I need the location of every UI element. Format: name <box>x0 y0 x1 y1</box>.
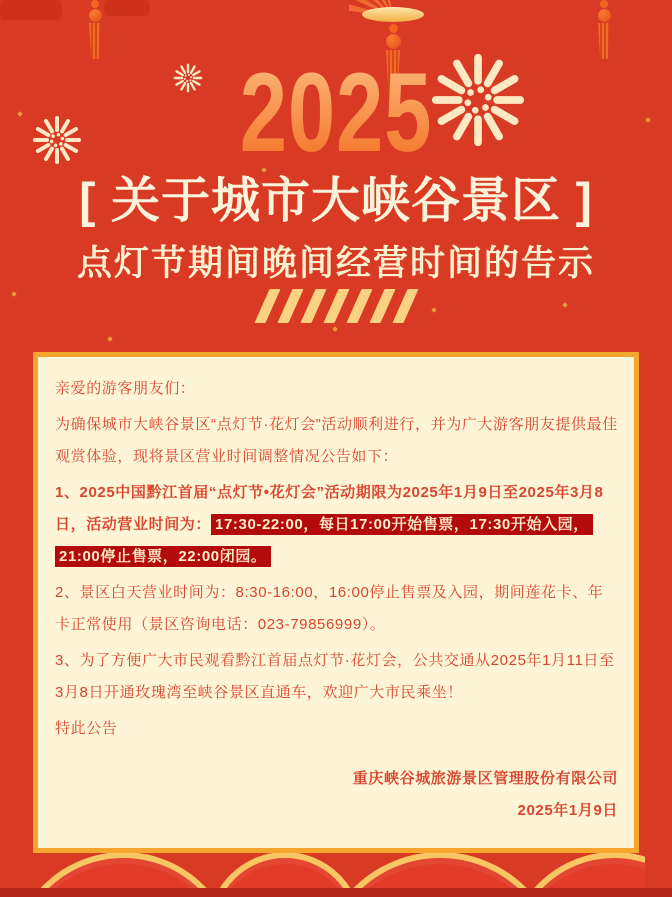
item-3: 3、为了方便广大市民观看黔江首届点灯节·花灯会，公共交通从2025年1月11日至3月8日开通玫瑰湾至峡谷景区直通车，欢迎广大市民乘坐！ <box>55 652 615 701</box>
corner-ornament <box>104 0 150 16</box>
slash-bar <box>392 289 418 323</box>
confetti-speck <box>107 336 113 342</box>
confetti-speck <box>17 111 23 117</box>
item-1 <box>55 477 618 573</box>
tassel-icon <box>87 0 103 59</box>
signature-block <box>55 763 618 827</box>
slash-bar <box>369 289 395 323</box>
tassel-icon <box>596 0 612 59</box>
poster-subtitle: 点灯节期间晚间经营时间的告示 <box>76 244 595 283</box>
poster-title: [ 关于城市大峡谷景区 ] <box>79 174 593 228</box>
slash-bar <box>254 289 280 323</box>
notice-card <box>33 352 639 853</box>
slash-bar <box>277 289 303 323</box>
signature-date: 2025年1月9日 <box>517 802 618 819</box>
item-2: 2、景区白天营业时间为：8:30-16:00，16:00停止售票及入园，期间莲花卡、年卡正常使用（景区咨询电话：023-79856999）。 <box>55 584 604 633</box>
firework-icon <box>32 115 82 165</box>
item-1-text: 1、2025中国黔江首届“点灯节•花灯会”活动期限为2025年1月9日至2025年3月8日，活动营业时间为： <box>55 484 604 533</box>
salutation: 亲爱的游客朋友们： <box>55 380 196 397</box>
closing-line: 特此公告 <box>55 720 118 737</box>
signature-organization: 重庆峡谷城旅游景区管理股份有限公司 <box>352 770 618 787</box>
slash-bar <box>346 289 372 323</box>
year-headline: 2025 <box>81 52 592 174</box>
slash-bar <box>300 289 326 323</box>
corner-ornament <box>0 0 62 20</box>
item-1-highlight: 17:30-22:00，每日17:00开始售票，17:30开始入园，21:00停止售票，22:00闭园。 <box>55 514 593 567</box>
confetti-speck <box>645 117 651 123</box>
bottom-strip <box>0 888 672 897</box>
slash-bar <box>323 289 349 323</box>
slashes-decoration <box>0 289 672 329</box>
intro-paragraph: 为确保城市大峡谷景区“点灯节·花灯会”活动顺利进行，并为广大游客朋友提供最佳观赏体验，现将景区营业时间调整情况公告如下： <box>55 416 618 465</box>
